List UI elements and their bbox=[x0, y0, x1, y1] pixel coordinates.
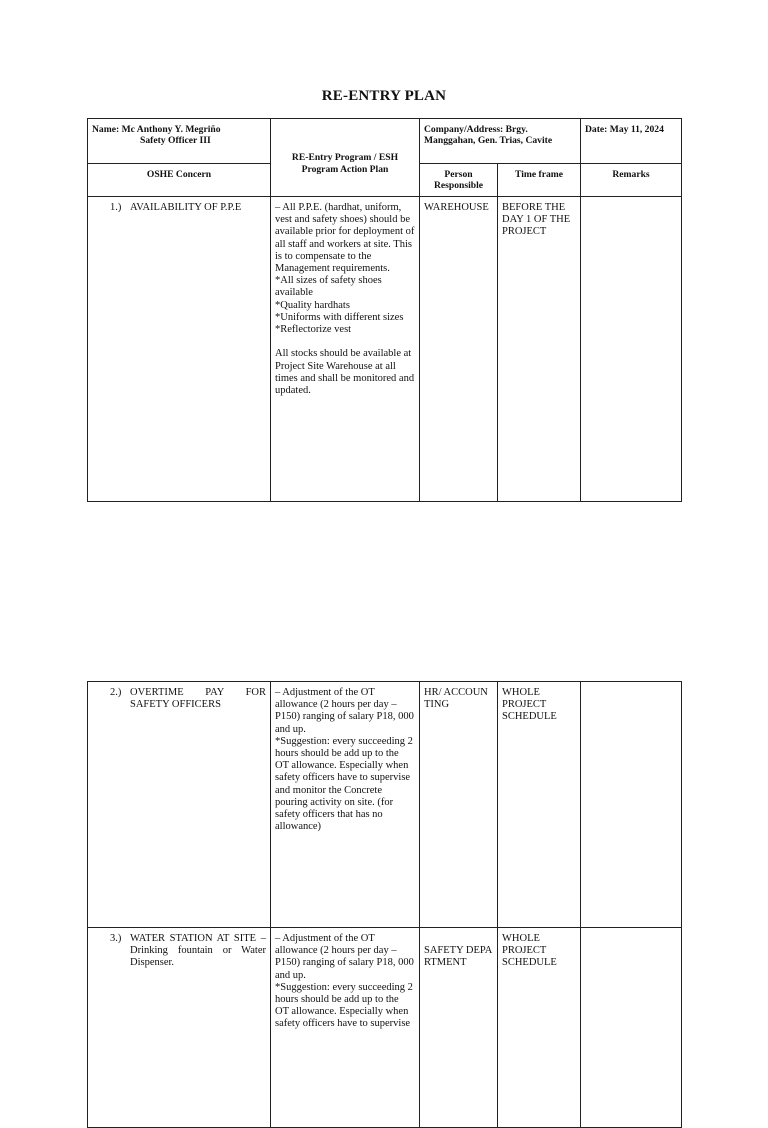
column-header-person: Person Responsible bbox=[420, 164, 498, 197]
column-header-concern: OSHE Concern bbox=[88, 164, 271, 197]
concern-cell bbox=[88, 928, 271, 1128]
timeframe-cell: BEFORE THE DAY 1 OF THE PROJECT bbox=[498, 197, 581, 502]
name-cell bbox=[88, 119, 271, 164]
employee-position: Safety Officer III bbox=[140, 135, 211, 147]
person-responsible-cell: SAFETY DEPARTMENT bbox=[420, 928, 498, 1128]
concern-cell bbox=[88, 682, 271, 928]
table-row bbox=[88, 197, 682, 502]
concern-text: AVAILABILITY OF P.P.E bbox=[130, 202, 242, 213]
person-responsible-cell: WAREHOUSE bbox=[420, 197, 498, 502]
remarks-cell bbox=[581, 197, 682, 502]
concern-text: WATER STATION AT SITE – Drinking fountain or Water Dispenser. bbox=[130, 933, 266, 969]
re-entry-plan-table-page-1 bbox=[87, 118, 682, 502]
timeframe-cell: WHOLE PROJECT SCHEDULE bbox=[498, 928, 581, 1128]
table-row bbox=[88, 928, 682, 1128]
document-title: RE-ENTRY PLAN bbox=[321, 88, 447, 104]
column-header-timeframe: Time frame bbox=[498, 164, 581, 197]
re-entry-plan-table-page-2 bbox=[87, 681, 682, 1128]
remarks-cell bbox=[581, 682, 682, 928]
action-plan-cell: – Adjustment of the OT allowance (2 hours per day – P150) ranging of salary P18, 000 and up. *Suggestion: every succeeding 2 hours should be add up to the OT allowance. Especially when safety officers have to supervise and monitor the Concrete pouring activity on site. (for safety officers that has no allowance) bbox=[271, 682, 420, 928]
table-row bbox=[88, 682, 682, 928]
document-date: Date: May 11, 2024 bbox=[581, 119, 682, 164]
timeframe-cell: WHOLE PROJECT SCHEDULE bbox=[498, 682, 581, 928]
column-header-remarks: Remarks bbox=[581, 164, 682, 197]
concern-number: 1.) bbox=[110, 202, 122, 213]
program-cell bbox=[271, 119, 420, 197]
person-responsible-cell: HR/ ACCOUNTING bbox=[420, 682, 498, 928]
concern-cell bbox=[88, 197, 271, 502]
remarks-cell bbox=[581, 928, 682, 1128]
concern-text: OVERTIME PAY FOR SAFETY OFFICERS bbox=[130, 687, 266, 711]
program-title: RE-Entry Program / ESH Program Action Plan bbox=[291, 152, 399, 175]
employee-name: Mc Anthony Y. Megriño bbox=[121, 124, 221, 135]
action-plan-cell: – All P.P.E. (hardhat, uniform, vest and safety shoes) should be available prior for deployment of all staff and workers at site. This is to compensate to the Management requirements. *All sizes of safety shoes available *Quality hardhats *Uniforms with different sizes *Reflectorize vest All stocks should be available at Project Site Warehouse at all times and shall be monitored and updated. bbox=[271, 197, 420, 502]
action-plan-cell: – Adjustment of the OT allowance (2 hours per day – P150) ranging of salary P18, 000 and up. *Suggestion: every succeeding 2 hours should be add up to the OT allowance. Especially when safety officers have to supervise bbox=[271, 928, 420, 1128]
name-label: Name: bbox=[92, 124, 120, 135]
concern-number: 2.) bbox=[110, 687, 122, 698]
concern-number: 3.) bbox=[110, 933, 122, 944]
company-address: Company/Address: Brgy. Manggahan, Gen. Trias, Cavite bbox=[420, 119, 581, 164]
